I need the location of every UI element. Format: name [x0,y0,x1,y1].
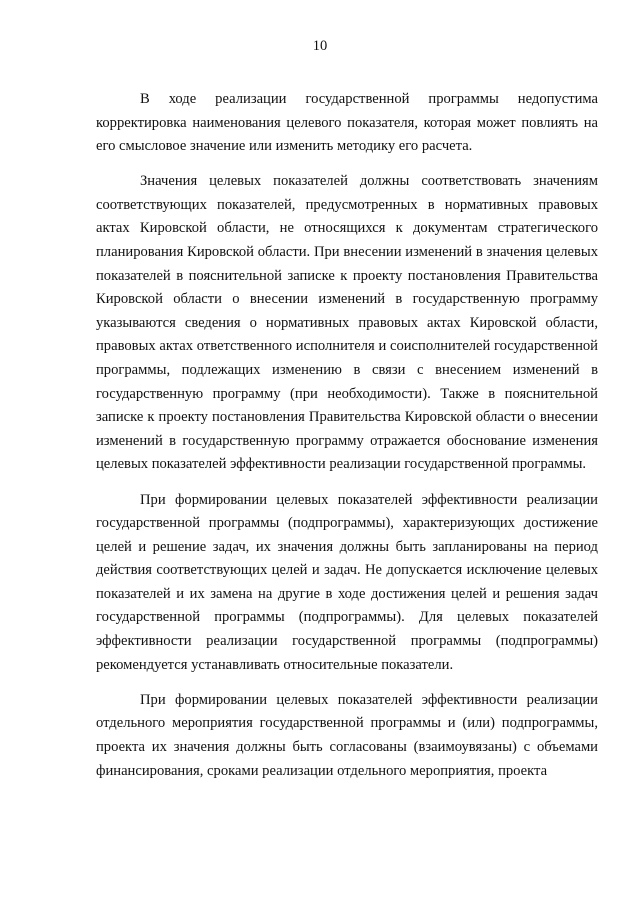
page-number: 10 [312,38,328,54]
body-text [96,88,598,783]
paragraph-4: При формировании целевых показателей эффективности реализации отдельного мероприятия государственной программы и (или) подпрограммы, проекта их значения должны быть согласованы (взаимоувязаны) с объемами финансирования, сроками реализации отдельного мероприятия, проекта [96,691,598,779]
paragraph-1: В ходе реализации государственной программы недопустима корректировка наименования целевого показателя, которая может повлиять на его смысловое значение или изменить методику его расчета. [96,91,598,155]
paragraph-2: Значения целевых показателей должны соответствовать значениям соответствующих показателей, предусмотренных в нормативных правовых актах Кировской области, не относящихся к документам стратегического планирования Кировской области. При внесении изменений в значения целевых показателей в пояснительной записке к проекту постановления Правительства Кировской области о внесении изменений в государственную программу указываются сведения о нормативных правовых актах Кировской области, правовых актах ответственного исполнителя и соисполнителей государственной программы, подлежащих изменению в связи с внесением изменений в государственную программу (при необходимости). Также в пояснительной записке к проекту постановления Правительства Кировской области о внесении изменений в государственную программу отражается обоснование изменения целевых показателей эффективности реализации государственной программы. [96,173,598,473]
paragraph-3: При формировании целевых показателей эффективности реализации государственной программы (подпрограммы), характеризующих достижение целей и решение задач, их значения должны быть запланированы на период действия соответствующих целей и задач. Не допускается исключение целевых показателей и их замена на другие в ходе достижения целей и решения задач государственной программы (подпрограммы). Для целевых показателей эффективности реализации государственной программы (подпрограммы) рекомендуется устанавливать относительные показатели. [96,491,598,673]
